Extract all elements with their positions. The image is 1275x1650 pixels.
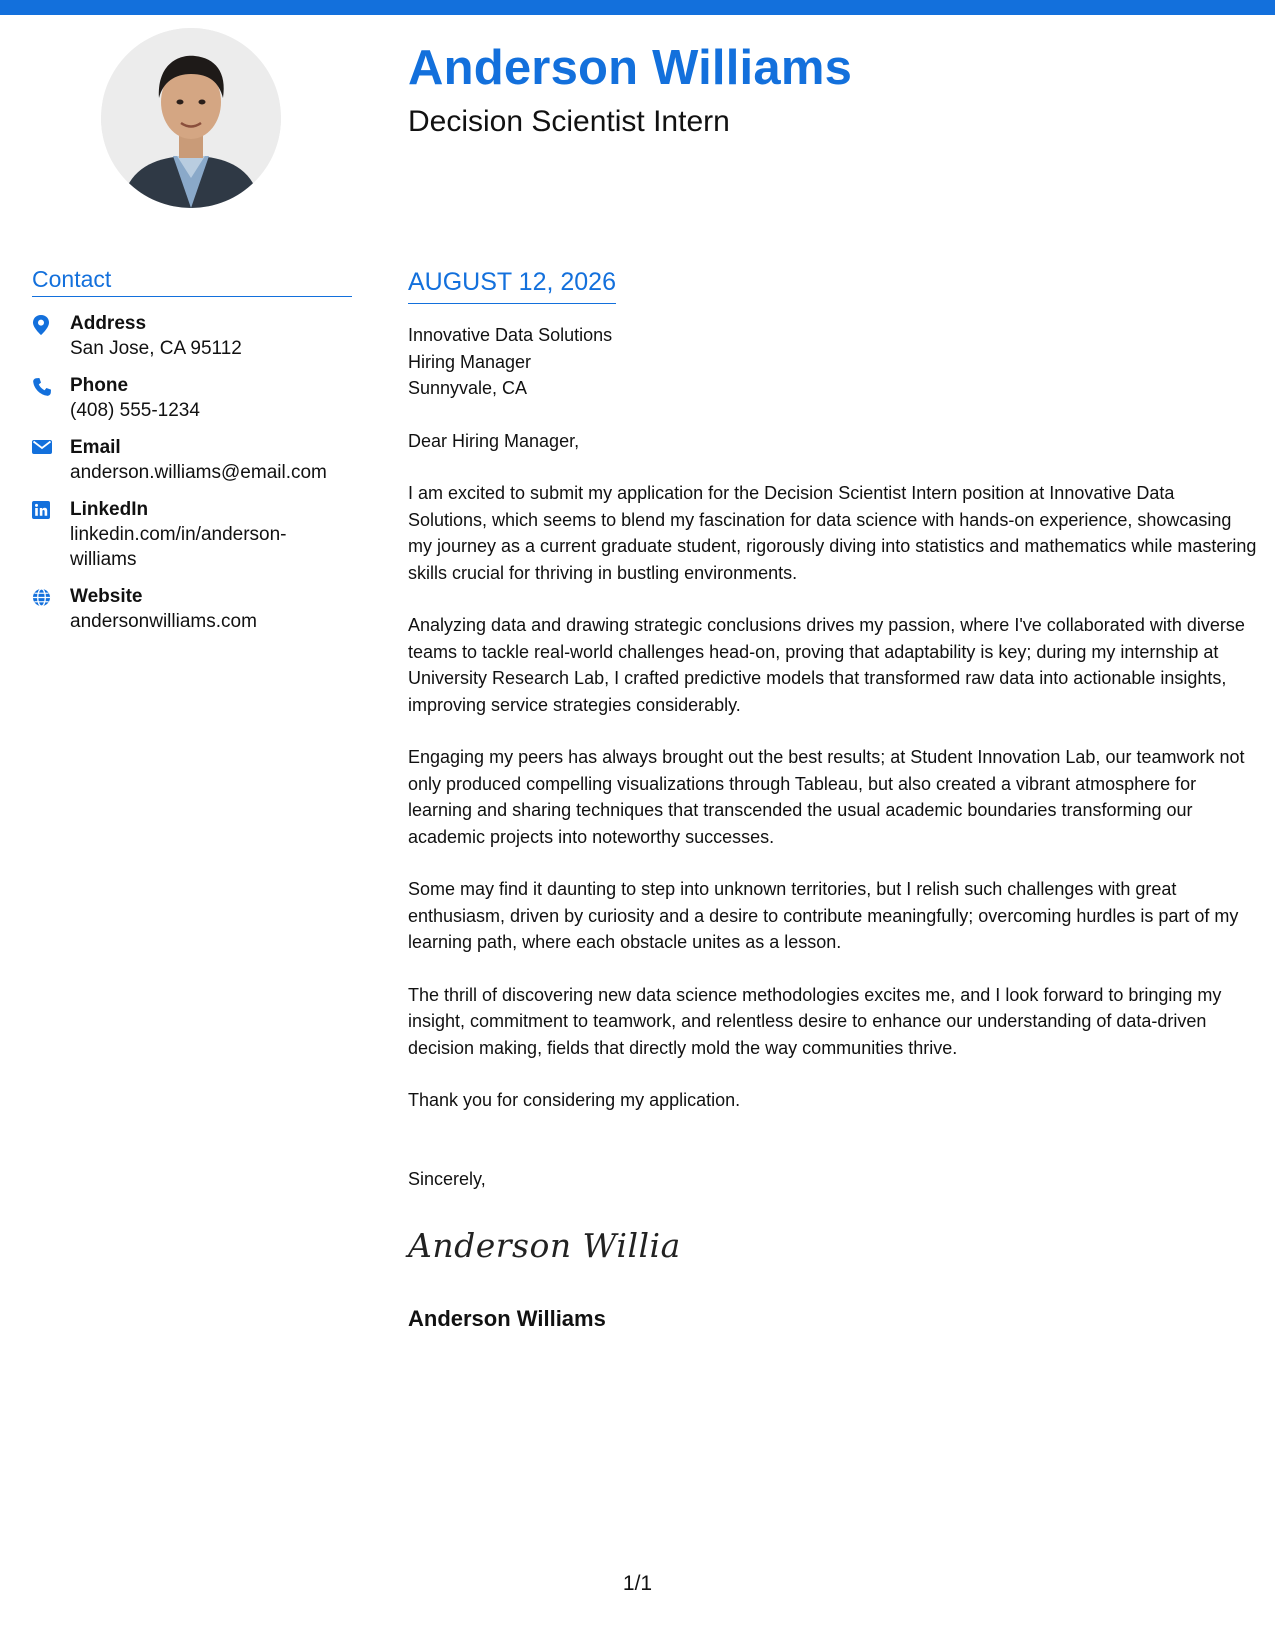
email-icon xyxy=(32,435,70,485)
top-accent-bar xyxy=(0,0,1275,15)
location-pin-icon xyxy=(32,311,70,361)
contact-item-linkedin xyxy=(32,497,352,572)
contact-label: Address xyxy=(70,312,147,334)
address-value: San Jose, CA 95112 xyxy=(70,337,242,359)
body-paragraph: Analyzing data and drawing strategic conclusions drives my passion, where I've collaborated with diverse teams to tackle real-world challenges head-on, proving that adaptability is key; during my internship at University Research Lab, I crafted predictive models that transformed raw data into actionable insights, improving service strategies considerably. xyxy=(408,615,1245,715)
email-value[interactable]: anderson.williams@email.com xyxy=(70,461,327,483)
contact-label: LinkedIn xyxy=(70,498,149,520)
body-paragraph: Some may find it daunting to step into unknown territories, but I relish such challenges with great enthusiasm, driven by curiosity and a desire to contribute meaningfully; overcoming hurdles is part of my learning path, where each obstacle unites as a lesson. xyxy=(408,879,1239,952)
recipient-title: Hiring Manager xyxy=(408,351,532,372)
contact-sidebar xyxy=(32,266,352,646)
linkedin-icon xyxy=(32,497,70,572)
contact-item-email xyxy=(32,435,352,485)
body-paragraph: Engaging my peers has always brought out the best results; at Student Innovation Lab, our teamwork not only produced compelling visualizations through Tableau, but also created a vibrant atmosphere for learning and sharing techniques that transcended the usual academic boundaries transforming our academic projects into noteworthy successes. xyxy=(408,747,1245,847)
applicant-name: Anderson Williams xyxy=(408,41,853,95)
contact-item-website xyxy=(32,584,352,634)
signature: Anderson Willia xyxy=(408,1226,681,1265)
recipient-company: Innovative Data Solutions xyxy=(408,325,613,345)
signer-name: Anderson Williams xyxy=(408,1305,606,1331)
cover-letter xyxy=(408,267,1258,1332)
closing: Sincerely, xyxy=(408,1168,486,1189)
body-paragraph: Thank you for considering my application. xyxy=(408,1090,741,1110)
phone-icon xyxy=(32,373,70,423)
body-paragraph: The thrill of discovering new data science methodologies excites me, and I look forward to bringing my insight, commitment to teamwork, and relentless desire to enhance our understanding of data-driven decision making, fields that directly mold the way communities thrive. xyxy=(408,984,1222,1058)
contact-label: Phone xyxy=(70,374,129,396)
profile-photo xyxy=(101,28,281,208)
contact-item-phone xyxy=(32,373,352,423)
contact-list xyxy=(32,311,352,634)
contact-item-address xyxy=(32,311,352,361)
recipient-block xyxy=(408,322,1258,402)
globe-icon xyxy=(32,584,70,634)
page-number: 1/1 xyxy=(622,1572,653,1595)
contact-label: Email xyxy=(70,436,121,458)
contact-label: Website xyxy=(70,585,143,607)
recipient-location: Sunnyvale, CA xyxy=(408,378,528,398)
contact-heading: Contact xyxy=(32,266,352,297)
phone-value: (408) 555-1234 xyxy=(70,399,200,421)
avatar xyxy=(101,28,281,208)
job-title: Decision Scientist Intern xyxy=(408,105,730,138)
body-paragraph: I am excited to submit my application for the Decision Scientist Intern position at Innovative Data Solutions, which seems to blend my fascination for data science with hands-on experience, showcasing my journey as a current graduate student, rigorously diving into statistics and mathematics while mastering skills crucial for thriving in bustling environments. xyxy=(408,483,1257,583)
website-value[interactable]: andersonwilliams.com xyxy=(70,610,257,632)
salutation: Dear Hiring Manager, xyxy=(408,430,580,451)
linkedin-value[interactable]: linkedin.com/in/anderson-williams xyxy=(70,523,287,570)
letter-date: AUGUST 12, 2026 xyxy=(408,267,616,304)
